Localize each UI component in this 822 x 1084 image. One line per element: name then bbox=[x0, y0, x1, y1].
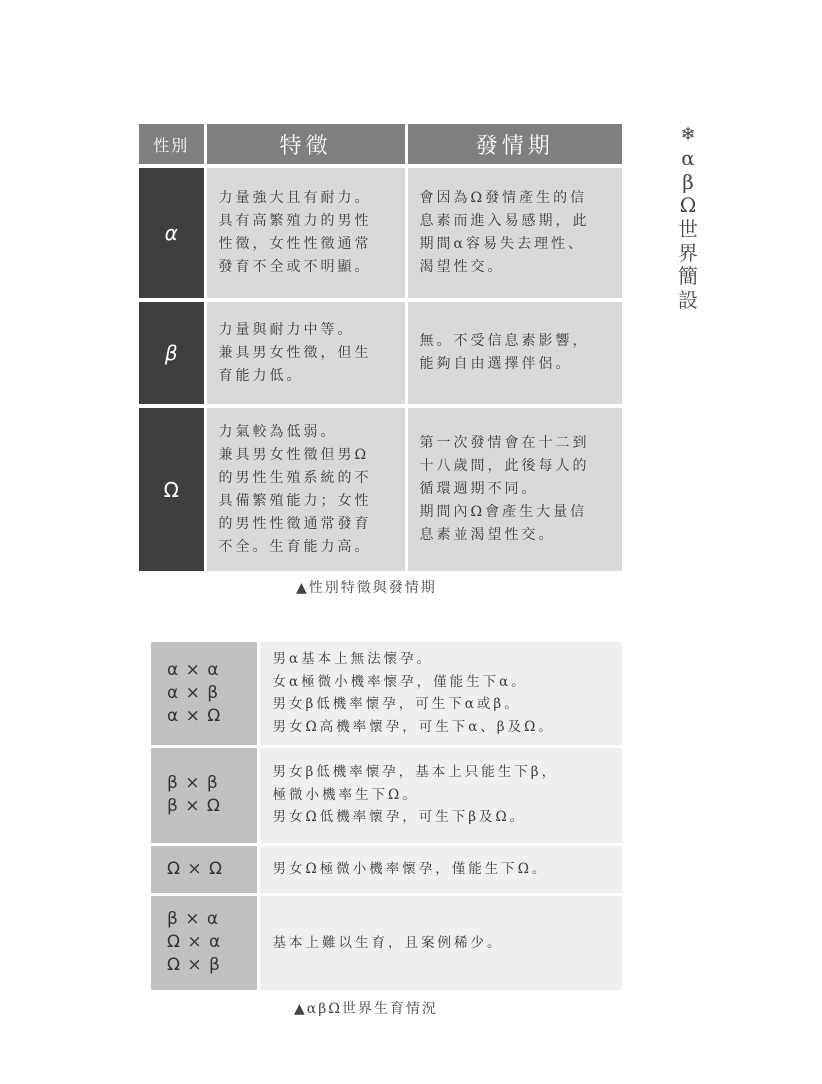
pairing-cell: α × α α × β α × Ω bbox=[151, 642, 258, 746]
heat-cell: 會因為Ω發情產生的信 息素而進入易感期，此 期間α容易失去理性、 渴望性交。 bbox=[406, 166, 622, 300]
pairing-cell: β × β β × Ω bbox=[151, 746, 258, 844]
gender-beta: β bbox=[139, 300, 205, 406]
header-features: 特徵 bbox=[205, 124, 406, 166]
gender-alpha: α bbox=[139, 166, 205, 300]
gender-table-caption: ▲性別特徵與發情期 bbox=[296, 580, 437, 596]
table-row bbox=[151, 844, 622, 894]
features-cell: 力量與耐力中等。 兼具男女性徵，但生 育能力低。 bbox=[205, 300, 406, 406]
features-cell: 力量強大且有耐力。 具有高繁殖力的男性 性徵，女性性徵通常 發育不全或不明顯。 bbox=[205, 166, 406, 300]
outcome-cell: 男女Ω極微小機率懷孕，僅能生下Ω。 bbox=[258, 844, 622, 894]
pairing-cell: β × α Ω × α Ω × β bbox=[151, 894, 258, 990]
table-row bbox=[151, 642, 622, 746]
outcome-cell: 男女β低機率懷孕，基本上只能生下β， 極微小機率生下Ω。 男女Ω低機率懷孕，可生下β及Ω。 bbox=[258, 746, 622, 844]
table-row bbox=[151, 746, 622, 844]
heat-cell: 無。不受信息素影響， 能夠自由選擇伴侶。 bbox=[406, 300, 622, 406]
pairing-cell: Ω × Ω bbox=[151, 844, 258, 894]
reproduction-table bbox=[151, 642, 622, 990]
table-row bbox=[139, 166, 622, 300]
outcome-cell: 基本上難以生育，且案例稀少。 bbox=[258, 894, 622, 990]
heat-cell: 第一次發情會在十二到 十八歲間，此後每人的 循環週期不同。 期間內Ω會產生大量信 息素並渴望性交。 bbox=[406, 406, 622, 571]
table-row bbox=[151, 894, 622, 990]
header-heat: 發情期 bbox=[406, 124, 622, 166]
features-cell: 力氣較為低弱。 兼具男女性徵但男Ω 的男性生殖系統的不 具備繁殖能力；女性 的男性性徵通常發育 不全。生育能力高。 bbox=[205, 406, 406, 571]
outcome-cell: 男α基本上無法懷孕。 女α極微小機率懷孕，僅能生下α。 男女β低機率懷孕，可生下α或β。 男女Ω高機率懷孕，可生下α、β及Ω。 bbox=[258, 642, 622, 746]
side-title bbox=[676, 124, 700, 312]
gender-traits-table bbox=[139, 124, 622, 571]
table-header-row bbox=[139, 124, 622, 166]
reproduction-table-caption: ▲αβΩ世界生育情況 bbox=[294, 1001, 438, 1017]
header-gender: 性別 bbox=[139, 124, 205, 166]
snowflake-icon: ❄ bbox=[680, 124, 696, 145]
table-row bbox=[139, 406, 622, 571]
gender-omega: Ω bbox=[139, 406, 205, 571]
table-row bbox=[139, 300, 622, 406]
side-title-char: α β Ω 世 界 簡 設 bbox=[678, 146, 698, 312]
